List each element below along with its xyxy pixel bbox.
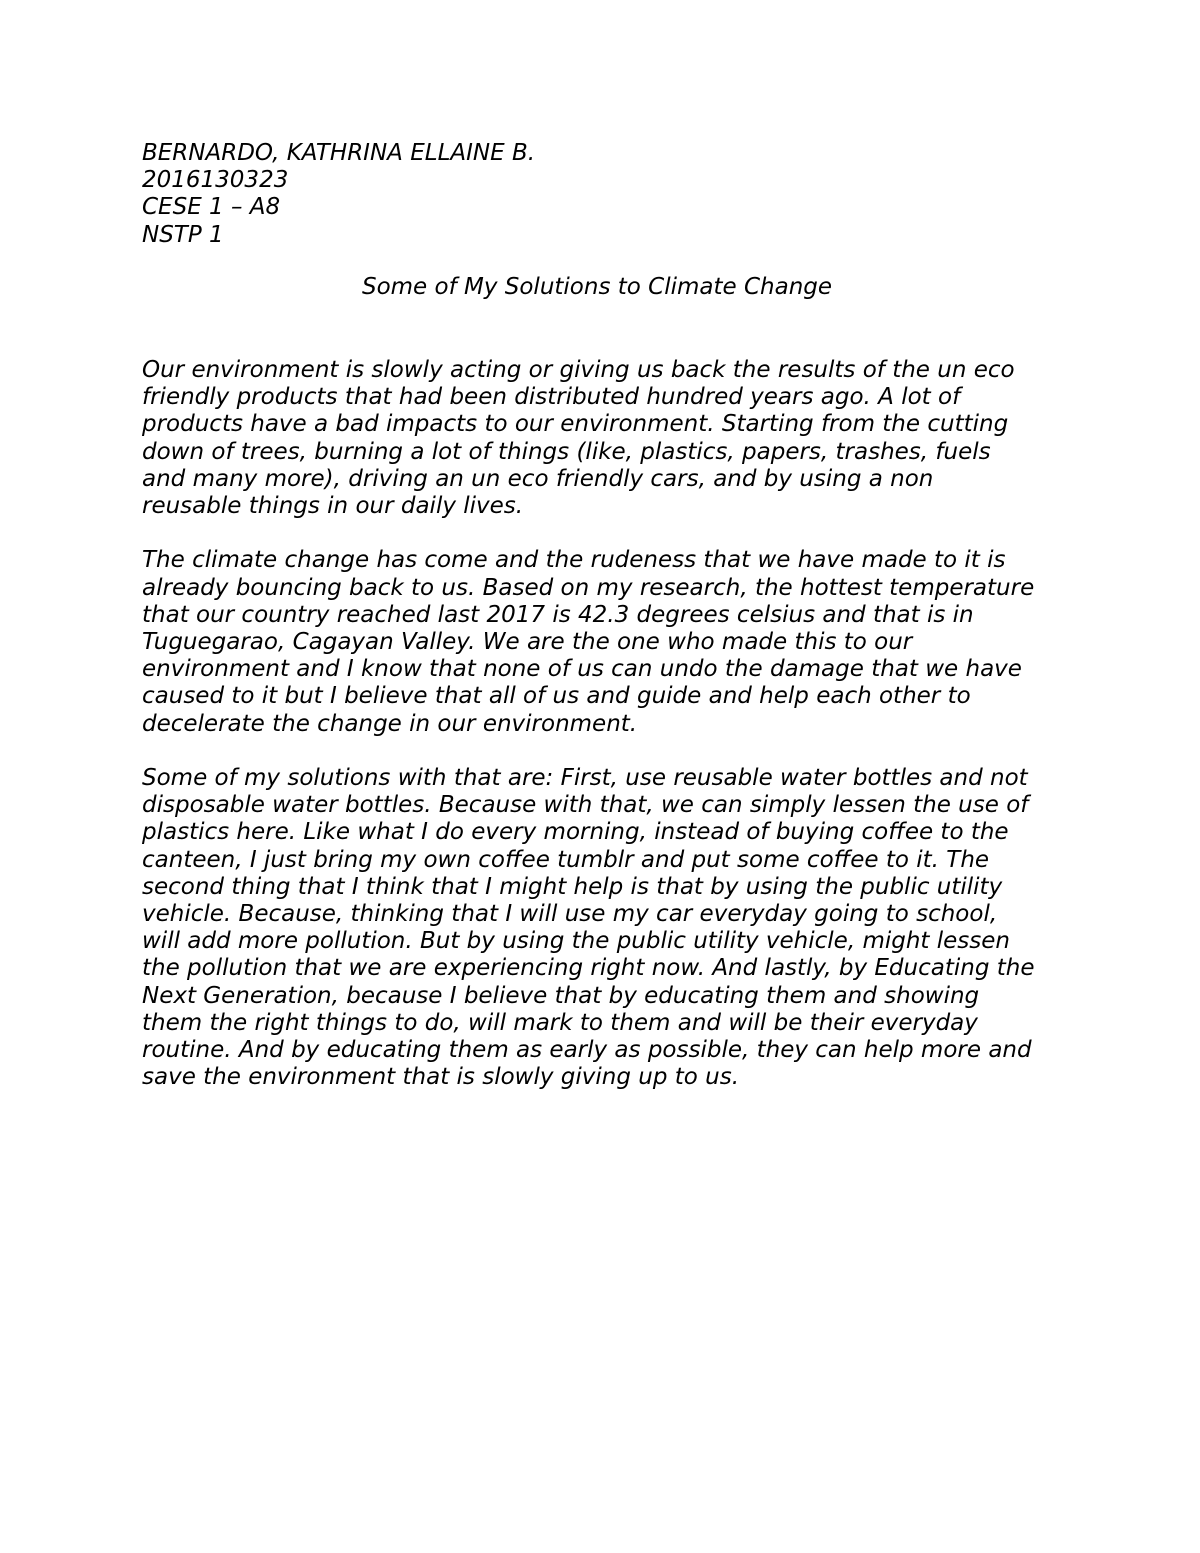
essay-title: Some of My Solutions to Climate Change <box>361 273 833 300</box>
text-line: environment and I know that none of us can undo the damage that we have <box>142 656 1022 683</box>
text-line: Our environment is slowly acting or giving us back the results of the un eco <box>142 357 1015 384</box>
text-line: The climate change has come and the rudeness that we have made to it is <box>142 547 1006 574</box>
essay-body <box>142 357 1082 1091</box>
text-line: reusable things in our daily lives. <box>142 493 524 520</box>
text-line: friendly products that had been distributed hundred years ago. A lot of <box>142 384 961 411</box>
text-line: Some of my solutions with that are: First, use reusable water bottles and not <box>142 765 1028 792</box>
text-line: disposable water bottles. Because with that, we can simply lessen the use of <box>142 792 1029 819</box>
text-line: canteen, I just bring my own coffee tumblr and put some coffee to it. The <box>142 846 990 873</box>
text-line: second thing that I think that I might help is that by using the public utility <box>142 873 1003 900</box>
document-content <box>142 140 1082 1119</box>
text-line: vehicle. Because, thinking that I will use my car everyday going to school, <box>142 901 998 928</box>
text-line: already bouncing back to us. Based on my research, the hottest temperature <box>142 574 1035 601</box>
text-line: and many more), driving an un eco friendly cars, and by using a non <box>142 465 934 492</box>
text-line: routine. And by educating them as early as possible, they can help more and <box>142 1037 1032 1064</box>
text-line: them the right things to do, will mark to them and will be their everyday <box>142 1009 978 1036</box>
student-header <box>142 140 1082 249</box>
text-line: products have a bad impacts to our environment. Starting from the cutting <box>142 411 1009 438</box>
student-name: BERNARDO, KATHRINA ELLAINE B. <box>142 140 536 166</box>
course-name: NSTP 1 <box>142 221 224 248</box>
text-line: down of trees, burning a lot of things (like, plastics, papers, trashes, fuels <box>142 438 991 465</box>
paragraph-1 <box>142 357 1082 520</box>
student-number: 2016130323 <box>142 167 289 194</box>
text-line: that our country reached last 2017 is 42.3 degrees celsius and that is in <box>142 601 974 628</box>
paragraph-3 <box>142 765 1082 1091</box>
text-line: will add more pollution. But by using the public utility vehicle, might lessen <box>142 928 1010 955</box>
text-line: Tuguegarao, Cagayan Valley. We are the one who made this to our <box>142 629 913 656</box>
text-line: decelerate the change in our environment. <box>142 710 638 737</box>
paragraph-2 <box>142 547 1082 737</box>
text-line: save the environment that is slowly giving up to us. <box>142 1064 740 1091</box>
text-line: the pollution that we are experiencing right now. And lastly, by Educating the <box>142 955 1035 982</box>
text-line: caused to it but I believe that all of us and guide and help each other to <box>142 683 971 710</box>
text-line: Next Generation, because I believe that by educating them and showing <box>142 982 980 1009</box>
text-line: plastics here. Like what I do every morning, instead of buying coffee to the <box>142 819 1009 846</box>
student-section: CESE 1 – A8 <box>142 194 281 221</box>
